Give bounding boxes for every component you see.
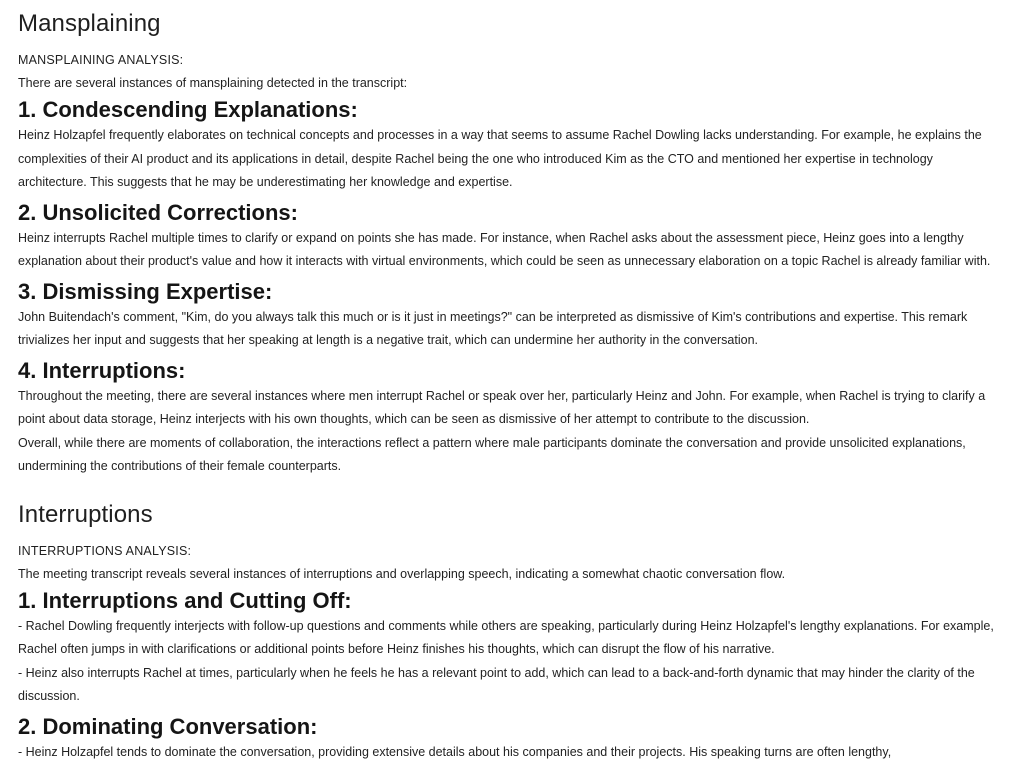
- finding-heading: 4. Interruptions:: [18, 357, 186, 383]
- finding-text: Heinz Holzapfel frequently elaborates on technical concepts and processes in a way that seems to assume Rachel Dowling lacks understanding. For example, he explains the complexities of their AI product and its applications in detail, despite Rachel being the one who introduced Kim as the CTO and mentioned her expertise in technology architecture. This suggests that he may be underestimating her knowledge and expertise.: [18, 128, 982, 189]
- finding-item: [18, 199, 996, 274]
- finding-heading: 1. Condescending Explanations:: [18, 97, 358, 122]
- section-interruptions: [18, 499, 996, 762]
- finding-heading: 1. Interruptions and Cutting Off:: [18, 587, 352, 613]
- finding-text: - Rachel Dowling frequently interjects with follow-up questions and comments while others are speaking, particularly during Heinz Holzapfel's lengthy explanations. For example, Rachel often jumps in with clarifications or additional points before Heinz finishes his thoughts, which can disrupt the flow of his narrative.: [18, 618, 994, 656]
- finding-item: [18, 96, 996, 195]
- finding-item: [18, 357, 996, 479]
- finding-heading: 2. Dominating Conversation:: [18, 713, 318, 739]
- finding-heading: 2. Unsolicited Corrections:: [18, 199, 298, 225]
- finding-item: [18, 713, 996, 762]
- section-title: Mansplaining: [18, 10, 161, 37]
- section-title: Interruptions: [18, 500, 153, 528]
- summary-text: Overall, while there are moments of collaboration, the interactions reflect a pattern where male participants dominate the conversation and provide unsolicited explanations, undermining the contributions of their female counterparts.: [18, 435, 966, 473]
- finding-text: John Buitendach's comment, "Kim, do you always talk this much or is it just in meetings?" can be interpreted as dismissive of Kim's contributions and expertise. This remark trivializes her input and suggests that her speaking at length is a negative trait, which can undermine her authority in the conversation.: [18, 309, 968, 347]
- analysis-intro: There are several instances of mansplaining detected in the transcript:: [18, 76, 408, 90]
- analysis-intro: The meeting transcript reveals several instances of interruptions and overlapping speech, indicating a somewhat chaotic conversation flow.: [18, 566, 786, 581]
- finding-heading: 3. Dismissing Expertise:: [18, 278, 273, 304]
- finding-text: Throughout the meeting, there are several instances where men interrupt Rachel or speak over her, particularly Heinz and John. For example, when Rachel is trying to clarify a point about data storage, Heinz interjects with his own thoughts, which can be seen as dismissive of her attempt to contribute to the discussion.: [18, 388, 986, 426]
- finding-item: [18, 278, 996, 353]
- finding-text: - Heinz also interrupts Rachel at times, particularly when he feels he has a relevant point to add, which can lead to a back-and-forth dynamic that may hinder the clarity of the discussion.: [18, 665, 975, 703]
- finding-item: [18, 587, 996, 709]
- section-mansplaining: [18, 8, 996, 479]
- finding-text: Heinz interrupts Rachel multiple times to clarify or expand on points she has made. For instance, when Rachel asks about the assessment piece, Heinz goes into a lengthy explanation about their product's value and how it interacts with virtual environments, which could be seen as unnecessary elaboration on a topic Rachel is already familiar with.: [18, 230, 991, 268]
- analysis-label: MANSPLAINING ANALYSIS:: [18, 53, 184, 67]
- analysis-label: INTERRUPTIONS ANALYSIS:: [18, 543, 192, 558]
- finding-text: - Heinz Holzapfel tends to dominate the conversation, providing extensive details about his companies and their projects. His speaking turns are often lengthy,: [18, 744, 892, 759]
